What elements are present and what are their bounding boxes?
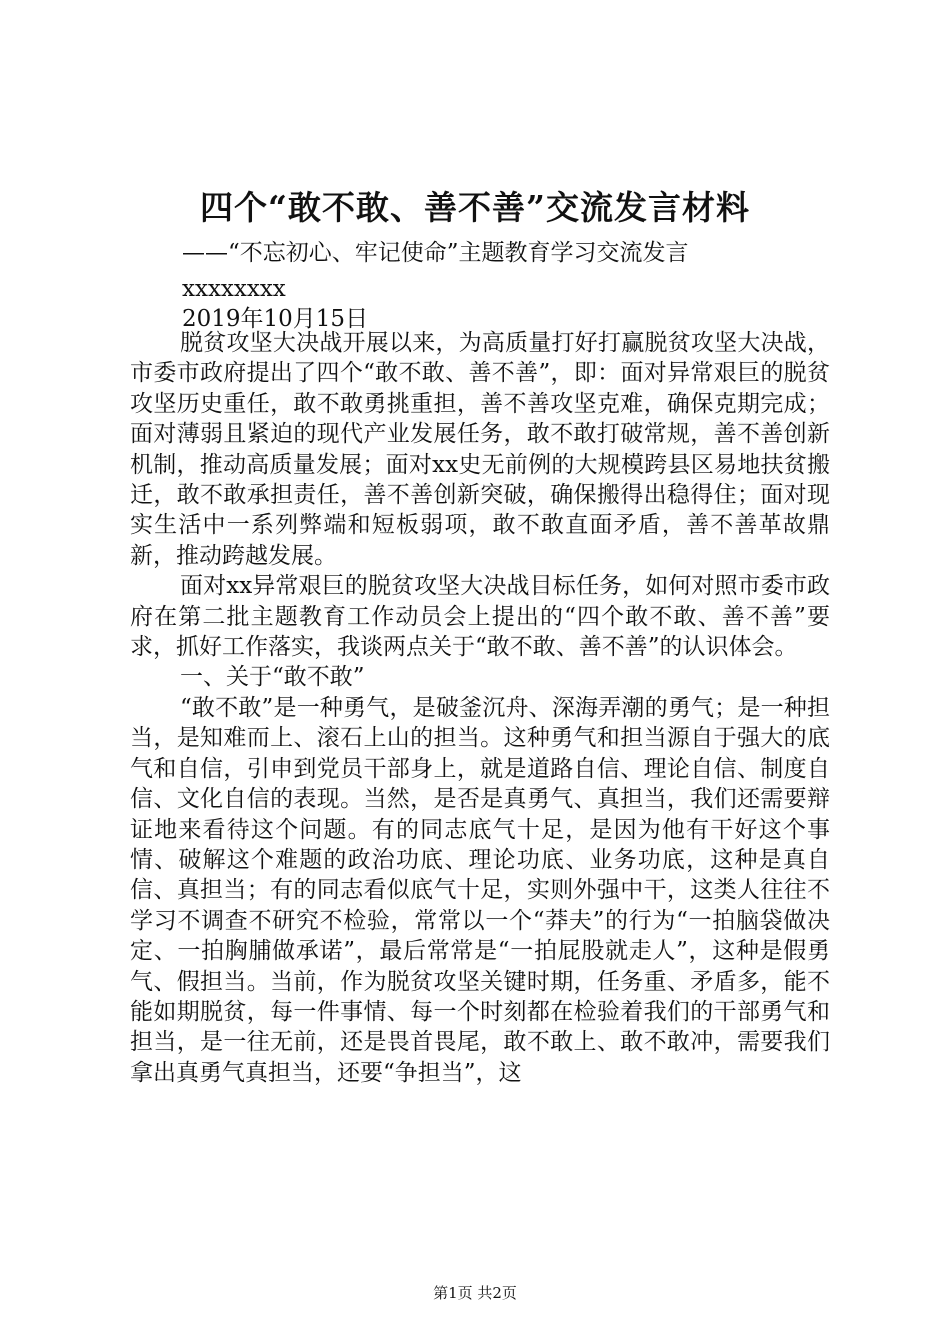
document-title: 四个“敢不敢、善不善”交流发言材料	[200, 188, 750, 227]
body-paragraph: 面对xx异常艰巨的脱贫攻坚大决战目标任务，如何对照市委市政府在第二批主题教育工作动员会上提出的“四个敢不敢、善不善”要求，抓好工作落实，我谈两点关于“敢不敢、善不善”的认识体会。	[130, 573, 830, 661]
date-line: 2019年10月15日	[182, 306, 369, 332]
section-heading: 一、关于“敢不敢”	[180, 664, 365, 691]
body-paragraph: 脱贫攻坚大决战开展以来，为高质量打好打赢脱贫攻坚大决战，市委市政府提出了四个“敢不敢、善不善”，即：面对异常艰巨的脱贫攻坚历史重任，敢不敢勇挑重担，善不善攻坚克难，确保克期完成；面对薄弱且紧迫的现代产业发展任务，敢不敢打破常规，善不善创新机制，推动高质量发展；面对xx史无前例的大规模跨县区易地扶贫搬迁，敢不敢承担责任，善不善创新突破，确保搬得出稳得住；面对现实生活中一系列弊端和短板弱项，敢不敢直面矛盾，善不善革故鼎新，推动跨越发展。	[130, 330, 830, 569]
body-paragraph: “敢不敢”是一种勇气，是破釜沉舟、深海弄潮的勇气；是一种担当，是知难而上、滚石上山的担当。这种勇气和担当源自于强大的底气和自信，引申到党员干部身上，就是道路自信、理论自信、制度自信、文化自信的表现。当然，是否是真勇气、真担当，我们还需要辩证地来看待这个问题。有的同志底气十足，是因为他有干好这个事情、破解这个难题的政治功底、理论功底、业务功底，这种是真自信、真担当；有的同志看似底气十足，实则外强中干，这类人往往不学习不调查不研究不检验，常常以一个“莽夫”的行为“一拍脑袋做决定、一拍胸脯做承诺”，最后常常是“一拍屁股就走人”，这种是假勇气、假担当。当前，作为脱贫攻坚关键时期，任务重、矛盾多，能不能如期脱贫，每一件事情、每一个时刻都在检验着我们的干部勇气和担当，是一往无前，还是畏首畏尾，敢不敢上、敢不敢冲，需要我们拿出真勇气真担当，还要“争担当”，这	[130, 694, 830, 1086]
author-line: xxxxxxxx	[182, 276, 286, 302]
page-footer: 第1页 共2页	[433, 1284, 517, 1302]
document-body	[130, 328, 830, 1088]
document-subtitle: ——“不忘初心、牢记使命”主题教育学习交流发言	[182, 240, 689, 266]
